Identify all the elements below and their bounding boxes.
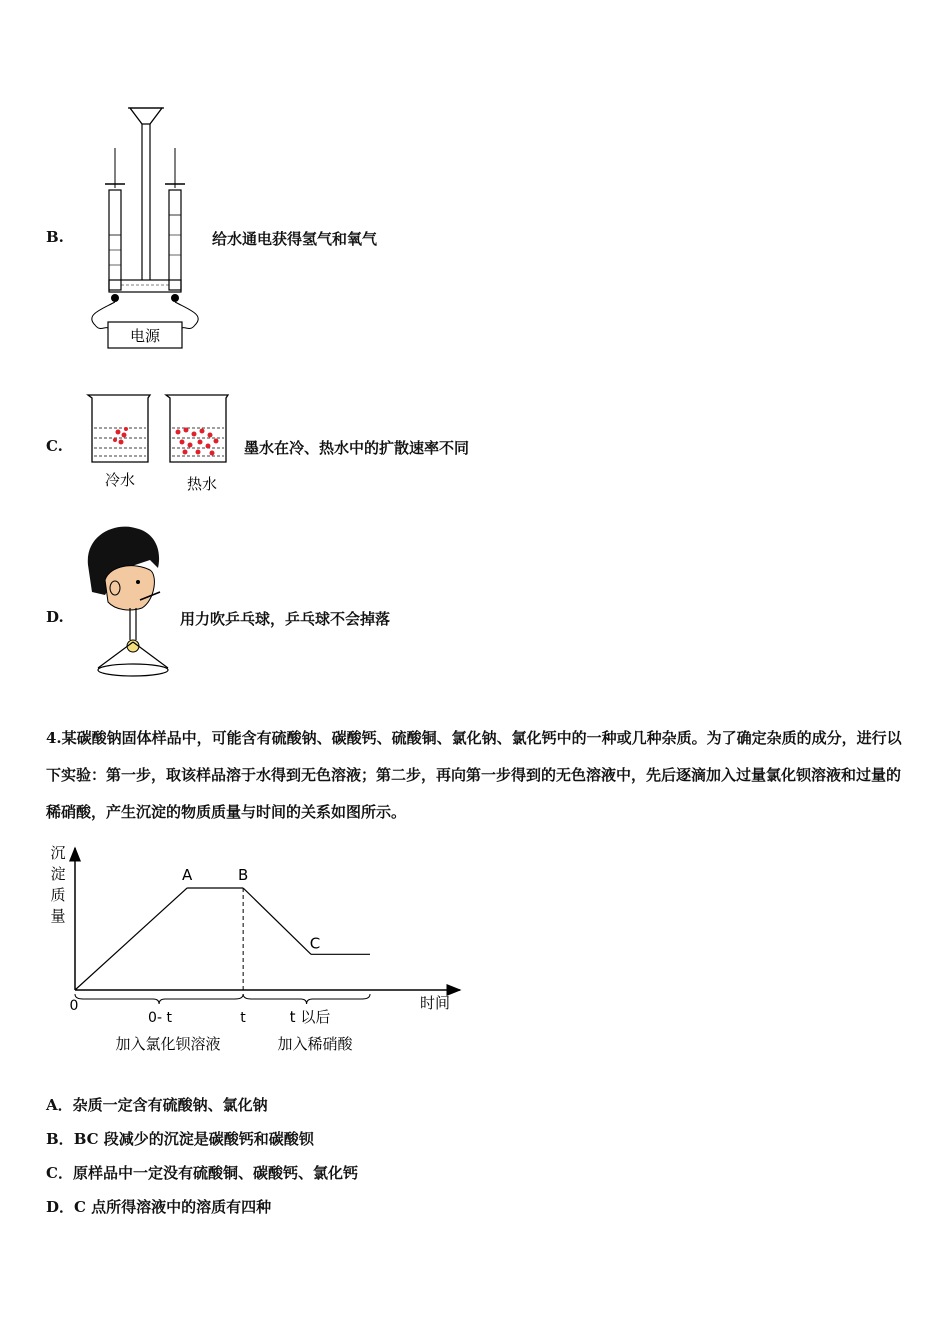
hot-water-label: 热水: [186, 475, 218, 493]
t-tick-label: t: [240, 1010, 246, 1026]
point-label-a: A: [181, 866, 193, 884]
svg-text:沉: 沉: [50, 844, 66, 862]
brace-after-t: [243, 994, 370, 1004]
electrolysis-apparatus-figure: [80, 100, 210, 355]
brace1-label: 0- t: [148, 1010, 172, 1026]
brace-0-t: [75, 994, 243, 1004]
brace2-label: t 以后: [289, 1008, 331, 1026]
option-c-letter: C.: [46, 437, 63, 455]
stage2-label: 加入稀硝酸: [277, 1035, 353, 1053]
option-c-text: 墨水在冷、热水中的扩散速率不同: [244, 439, 470, 457]
svg-text:量: 量: [50, 907, 66, 925]
question-number: 4.: [46, 729, 62, 747]
option-b-letter: B.: [46, 228, 64, 246]
point-label-b: B: [238, 866, 249, 884]
power-supply-label: 电源: [129, 327, 161, 345]
answer-d[interactable]: D．C 点所得溶液中的溶质有四种: [46, 1198, 272, 1216]
option-d-text: 用力吹乒乓球，乒乓球不会掉落: [180, 610, 391, 628]
y-axis-label: [50, 844, 65, 925]
series-segment: [243, 888, 311, 954]
question-body: 某碳酸钠固体样品中，可能含有硫酸钠、碳酸钙、硫酸铜、氯化钠、氯化钙中的一种或几种杂质。为了确定杂质的成分，进行以下实验：第一步，取该样品溶于水得到无色溶液；第二步，再向第一步得到的无色溶液中，先后逐滴加入过量氯化钡溶液和过量的稀硝酸，产生沉淀的物质质量与时间的关系如图所示。: [46, 729, 902, 821]
answer-b[interactable]: B．BC 段减少的沉淀是碳酸钙和碳酸钡: [46, 1130, 314, 1148]
series-segment: [75, 888, 187, 990]
answer-c[interactable]: C．原样品中一定没有硫酸铜、碳酸钙、氯化钙: [46, 1164, 358, 1182]
x-axis-label: 时间: [420, 994, 451, 1012]
blowing-ping-pong-figure: [80, 520, 180, 685]
point-label-c: C: [309, 934, 321, 953]
option-b-text: 给水通电获得氢气和氧气: [212, 230, 378, 248]
stage1-label: 加入氯化钡溶液: [115, 1035, 221, 1053]
ink-diffusion-beakers-figure: [80, 390, 240, 495]
question-4-text: [46, 720, 911, 831]
svg-text:淀: 淀: [50, 865, 66, 883]
origin-label: 0: [69, 998, 79, 1014]
svg-text:质: 质: [50, 886, 66, 904]
answer-a[interactable]: A．杂质一定含有硫酸钠、氯化钠: [46, 1096, 268, 1114]
option-d-letter: D.: [46, 608, 64, 626]
precipitate-mass-time-chart: [40, 838, 480, 1058]
cold-water-label: 冷水: [104, 471, 136, 489]
